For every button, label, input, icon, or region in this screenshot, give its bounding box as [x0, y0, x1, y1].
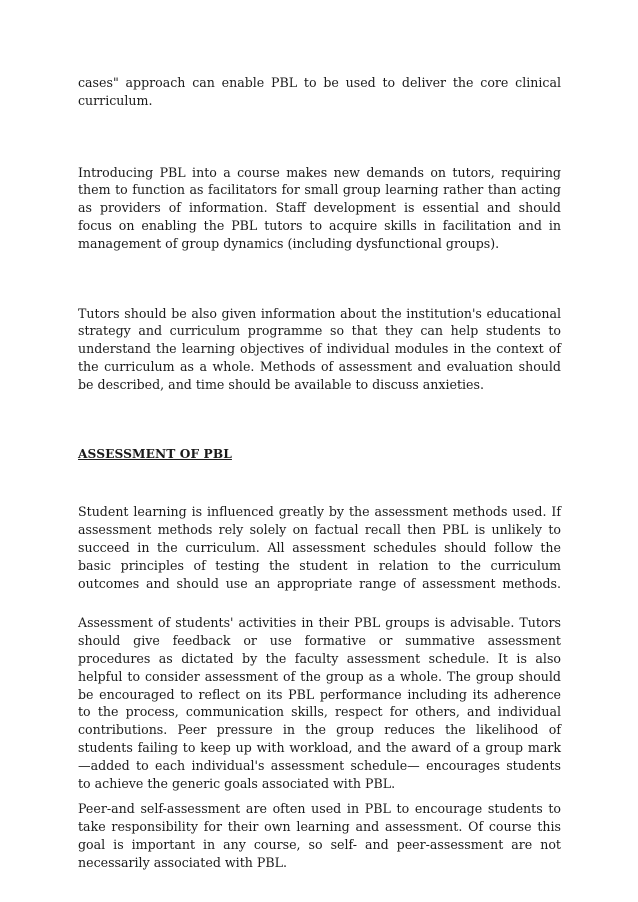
paragraph-tutor-demands: Introducing PBL into a course makes new demands on tutors, requiring them to function as facilitators for small group learning rather than acting as providers of information. Staff development is essential and should focus on enabling the PBL tutors to acquire skills in facilitation and in management of group dynamics (including dysfunctional groups). [78, 164, 561, 251]
document-page [78, 74, 561, 872]
paragraph-group-assessment: Assessment of students' activities in their PBL groups is advisable. Tutors should give feedback or use formative or summative assessment procedures as dictated by the faculty assessment schedule. It is also helpful to consider assessment of the group as a whole. The group should be encouraged to reflect on its PBL performance including its adherence to the process, communication skills, respect for others, and individual contributions. Peer pressure in the group reduces the likelihood of students failing to keep up with workload, and the award of a group mark—added to each individual's assessment schedule— encourages students to achieve the generic goals associated with PBL. [78, 615, 561, 791]
paragraph-pbl-clinical-curriculum: cases" approach can enable PBL to be used to deliver the core clinical curriculum. [78, 75, 561, 108]
paragraph-assessment-methods: Student learning is influenced greatly by the assessment methods used. If assessment methods rely solely on factual recall then PBL is unlikely to succeed in the curriculum. All assessment schedules should follow the basic principles of testing the student in relation to the curriculum outcomes and should use an appropriate range of assessment methods. [78, 504, 561, 591]
paragraph-peer-self-assessment: Peer-and self-assessment are often used in PBL to encourage students to take responsibility for their own learning and assessment. Of course this goal is important in any course, so self- and peer-assessment are not necessarily associated with PBL. [78, 801, 561, 870]
paragraph-tutor-information: Tutors should be also given information about the institution's educational strategy and curriculum programme so that they can help students to understand the learning objectives of individual modules in the context of the curriculum as a whole. Methods of assessment and evaluation should be described, and time should be available to discuss anxieties. [78, 305, 561, 392]
section-heading-assessment: ASSESSMENT OF PBL [78, 446, 232, 461]
